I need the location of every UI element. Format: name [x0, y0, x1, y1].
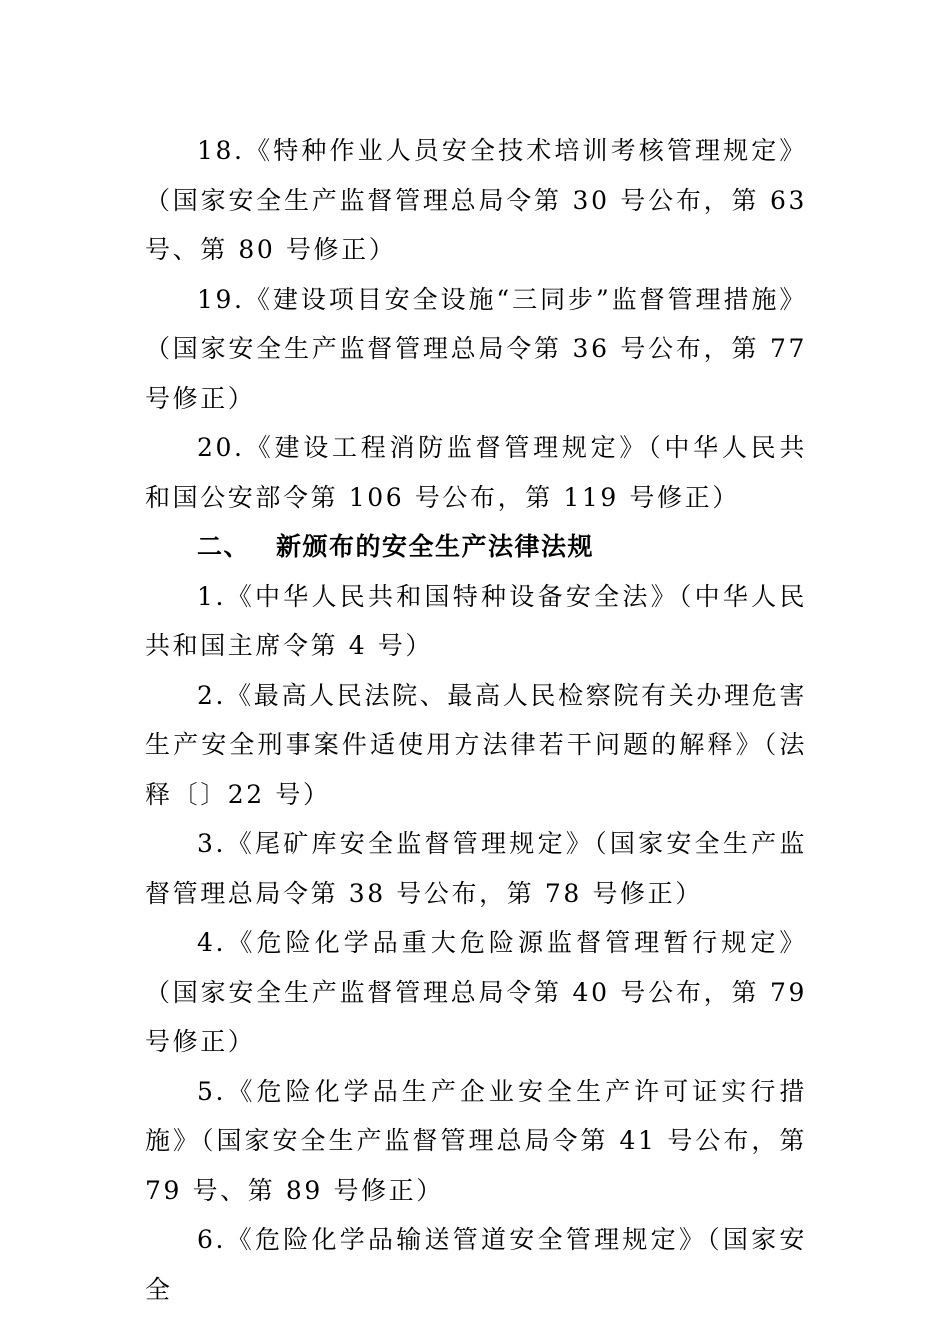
list-item-2: 2.《最高人民法院、最高人民检察院有关办理危害生产安全刑事案件适使用方法律若干问题的解释》（法释〔〕22 号）: [145, 680, 807, 809]
section-number: 二、: [197, 532, 251, 561]
section-heading: [145, 522, 807, 572]
document-body: [145, 126, 807, 1314]
list-item-1: 1.《中华人民共和国特种设备安全法》（中华人民共和国主席令第 4 号）: [145, 581, 807, 660]
list-item-3: 3.《尾矿库安全监督管理规定》（国家安全生产监督管理总局令第 38 号公布，第 78 号修正）: [145, 829, 807, 908]
list-item-18: 18.《特种作业人员安全技术培训考核管理规定》（国家安全生产监督管理总局令第 30 号公布，第 63 号、第 80 号修正）: [145, 136, 807, 264]
section-title: 新颁布的安全生产法律法规: [276, 532, 595, 561]
list-item-5: 5.《危险化学品生产企业安全生产许可证实行措施》（国家安全生产监督管理总局令第 41 号公布，第 79 号、第 89 号修正）: [145, 1076, 807, 1205]
list-item-20: 20.《建设工程消防监督管理规定》（中华人民共和国公安部令第 106 号公布，第 119 号修正）: [145, 433, 807, 512]
list-item-4: 4.《危险化学品重大危险源监督管理暂行规定》（国家安全生产监督管理总局令第 40 号公布，第 79 号修正）: [145, 928, 807, 1056]
list-item-6: 6.《危险化学品输送管道安全管理规定》（国家安全: [145, 1225, 807, 1304]
list-item-19: 19.《建设项目安全设施“三同步”监督管理措施》（国家安全生产监督管理总局令第 36 号公布，第 77 号修正）: [145, 284, 807, 413]
